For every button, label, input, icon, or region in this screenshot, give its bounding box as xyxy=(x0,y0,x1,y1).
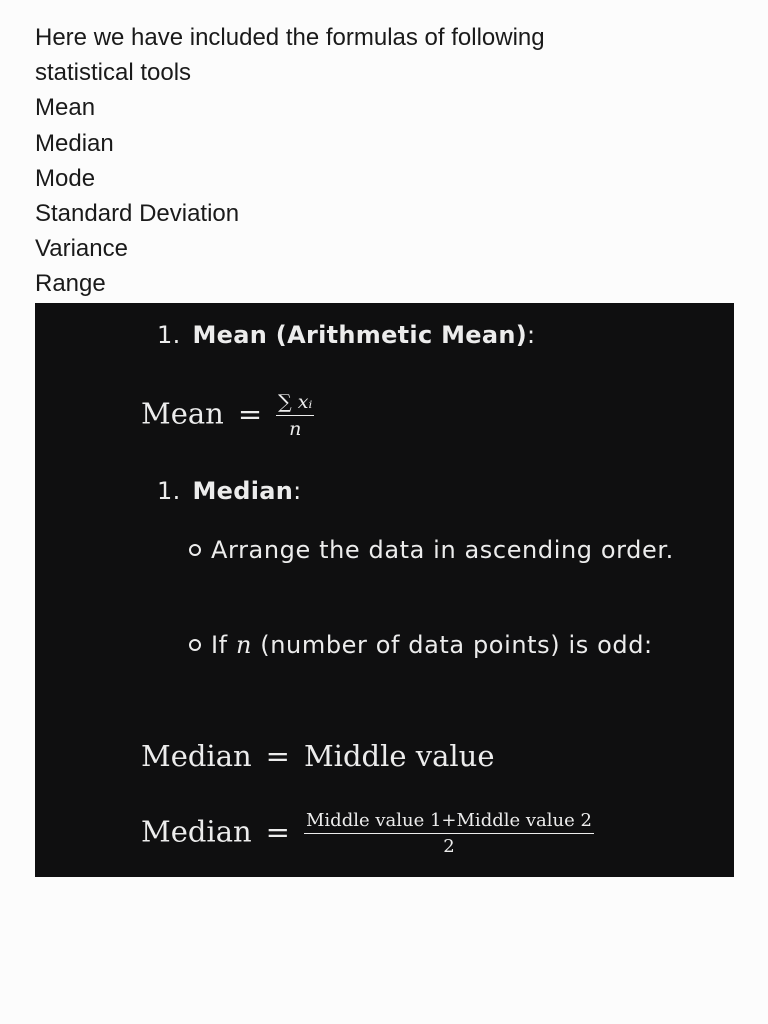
median-odd-formula xyxy=(141,739,495,773)
mean-heading xyxy=(157,321,535,349)
median-bullet-odd-before: If xyxy=(211,631,236,659)
bullet-circle-icon xyxy=(189,639,201,651)
median-bullet-arrange xyxy=(211,531,681,569)
median-even-formula-numerator: Middle value 1+Middle value 2 xyxy=(304,810,594,834)
tool-item-median: Median xyxy=(35,129,114,157)
intro-heading-line-2: statistical tools xyxy=(35,59,192,87)
median-even-formula-lhs: Median xyxy=(141,814,252,849)
median-heading-title: Median xyxy=(192,477,294,505)
bullet-circle-icon xyxy=(189,544,201,556)
median-odd-formula-rhs: Middle value xyxy=(303,739,495,773)
mean-heading-colon: : xyxy=(527,321,536,349)
tool-item-mean: Mean xyxy=(35,94,96,122)
tool-item-standard-deviation: Standard Deviation xyxy=(35,200,240,228)
median-bullet-arrange-text: Arrange the data in ascending order. xyxy=(211,536,674,564)
mean-formula-lhs: Mean xyxy=(141,396,224,431)
tool-item-range: Range xyxy=(35,270,106,298)
median-even-formula xyxy=(141,810,594,857)
mean-formula-equals: = xyxy=(237,396,263,431)
median-heading xyxy=(157,477,302,505)
median-bullet-odd-after: (number of data points) is odd: xyxy=(252,631,653,659)
median-bullet-odd-math: n xyxy=(235,631,253,659)
median-even-formula-equals: = xyxy=(265,814,290,849)
mean-heading-number: 1. xyxy=(157,321,181,349)
median-bullet-odd xyxy=(211,626,681,664)
median-odd-formula-equals: = xyxy=(265,739,290,773)
tool-item-mode: Mode xyxy=(35,164,96,192)
median-heading-colon: : xyxy=(293,477,302,505)
mean-formula-numerator: ∑ xᵢ xyxy=(276,391,314,416)
formula-image xyxy=(35,303,734,877)
intro-text xyxy=(35,20,735,302)
tool-item-variance: Variance xyxy=(35,235,128,263)
mean-formula-denominator: n xyxy=(289,418,302,440)
mean-heading-title: Mean (Arithmetic Mean) xyxy=(192,321,528,349)
median-odd-formula-lhs: Median xyxy=(141,739,252,773)
median-heading-number: 1. xyxy=(157,477,181,505)
intro-heading-line-1: Here we have included the formulas of following xyxy=(35,24,545,51)
mean-formula xyxy=(141,391,314,440)
mean-formula-fraction xyxy=(276,391,314,440)
median-even-formula-denominator: 2 xyxy=(443,836,455,857)
median-even-formula-fraction xyxy=(304,810,594,857)
